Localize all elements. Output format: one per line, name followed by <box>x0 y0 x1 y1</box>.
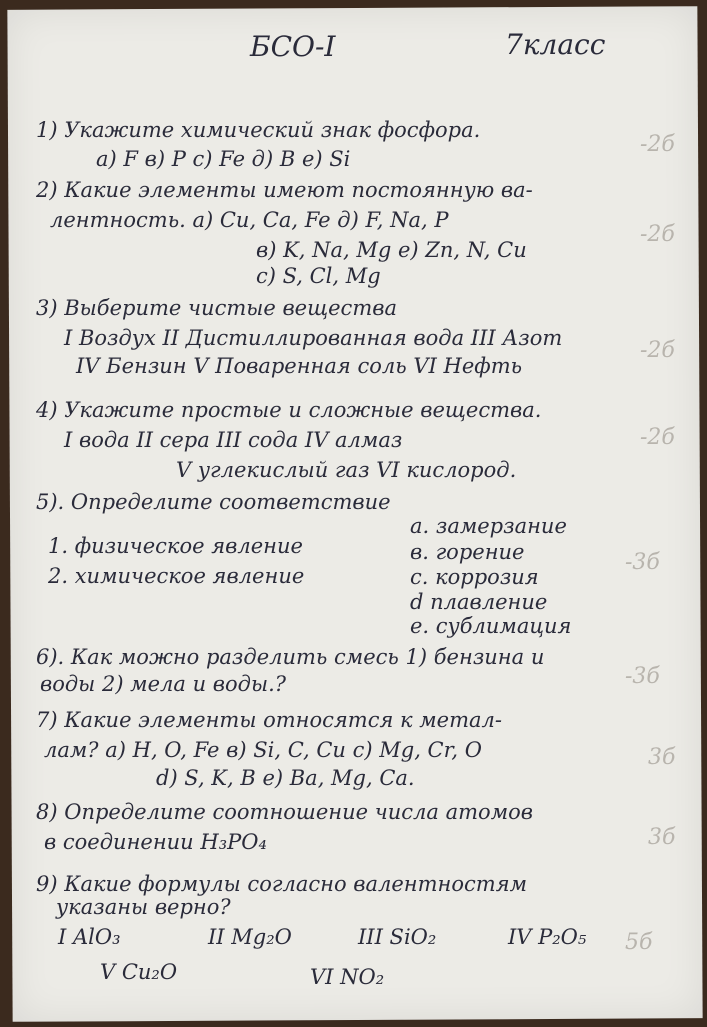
question-6-line-1: 6). Как можно разделить смесь 1) бензина и <box>36 645 545 669</box>
question-2-line-3: в) K, Na, Mg е) Zn, N, Cu <box>256 238 527 262</box>
question-3-line-2: I Воздух II Дистиллированная вода III Азот <box>64 326 563 350</box>
question-2-line-1: 2) Какие элементы имеют постоянную ва- <box>36 178 533 202</box>
question-8-points: 3б <box>648 825 676 850</box>
question-6-line-2: воды 2) мела и воды.? <box>40 672 287 696</box>
question-5-option-e: е. сублимация <box>410 614 572 638</box>
question-3-line-3: IV Бензин V Поваренная соль VI Нефть <box>76 354 523 378</box>
question-7-points: 3б <box>648 745 676 770</box>
question-1-text: 1) Укажите химический знак фосфора. <box>36 118 481 142</box>
question-5-title: 5). Определите соответствие <box>36 490 391 514</box>
document-title: БСО-I <box>250 30 336 63</box>
question-4-line-3: V углекислый газ VI кислород. <box>176 458 517 482</box>
question-4-line-2: I вода II сера III сода IV алмаз <box>64 428 403 452</box>
question-9-points: 5б <box>625 930 653 955</box>
question-4-line-1: 4) Укажите простые и сложные вещества. <box>36 398 542 422</box>
question-5-option-d: d плавление <box>410 590 548 614</box>
question-2-line-4: с) S, Cl, Mg <box>256 264 381 288</box>
question-9-formula-1: I AlO₃ <box>58 925 121 949</box>
question-5-option-a: а. замерзание <box>410 514 567 538</box>
question-8-line-2: в соединении H₃PO₄ <box>44 830 267 854</box>
class-label: 7класс <box>505 28 606 61</box>
question-9-formula-5: V Cu₂O <box>100 960 178 984</box>
question-3-points: -2б <box>640 338 675 363</box>
question-9-line-2: указаны верно? <box>56 895 231 919</box>
question-9-formula-2: II Mg₂O <box>208 925 292 949</box>
question-1-options: а) F в) P с) Fe д) B е) Si <box>96 147 351 171</box>
question-5-points: -3б <box>625 550 660 575</box>
question-9-formula-6: VI NO₂ <box>310 965 385 989</box>
question-7-line-3: d) S, K, B е) Ba, Mg, Ca. <box>156 766 415 790</box>
question-9-formula-4: IV P₂O₅ <box>508 925 587 949</box>
question-8-line-1: 8) Определите соотношение числа атомов <box>36 800 533 824</box>
question-5-left-1: 1. физическое явление <box>48 534 303 558</box>
question-7-line-2: лам? а) H, O, Fe в) Si, C, Cu с) Mg, Cr, O <box>44 738 482 762</box>
question-2-line-2: лентность. а) Cu, Ca, Fe д) F, Na, P <box>50 208 449 232</box>
question-6-points: -3б <box>625 664 660 689</box>
question-5-left-2: 2. химическое явление <box>48 564 305 588</box>
question-9-formula-3: III SiO₂ <box>358 925 437 949</box>
question-9-line-1: 9) Какие формулы согласно валентностям <box>36 872 528 896</box>
question-5-option-b: в. горение <box>410 540 525 564</box>
question-7-line-1: 7) Какие элементы относятся к метал- <box>36 708 502 732</box>
question-5-option-c: с. коррозия <box>410 565 539 589</box>
question-3-line-1: 3) Выберите чистые вещества <box>36 296 397 320</box>
question-1-points: -2б <box>640 132 675 157</box>
question-2-points: -2б <box>640 222 675 247</box>
question-4-points: -2б <box>640 425 675 450</box>
